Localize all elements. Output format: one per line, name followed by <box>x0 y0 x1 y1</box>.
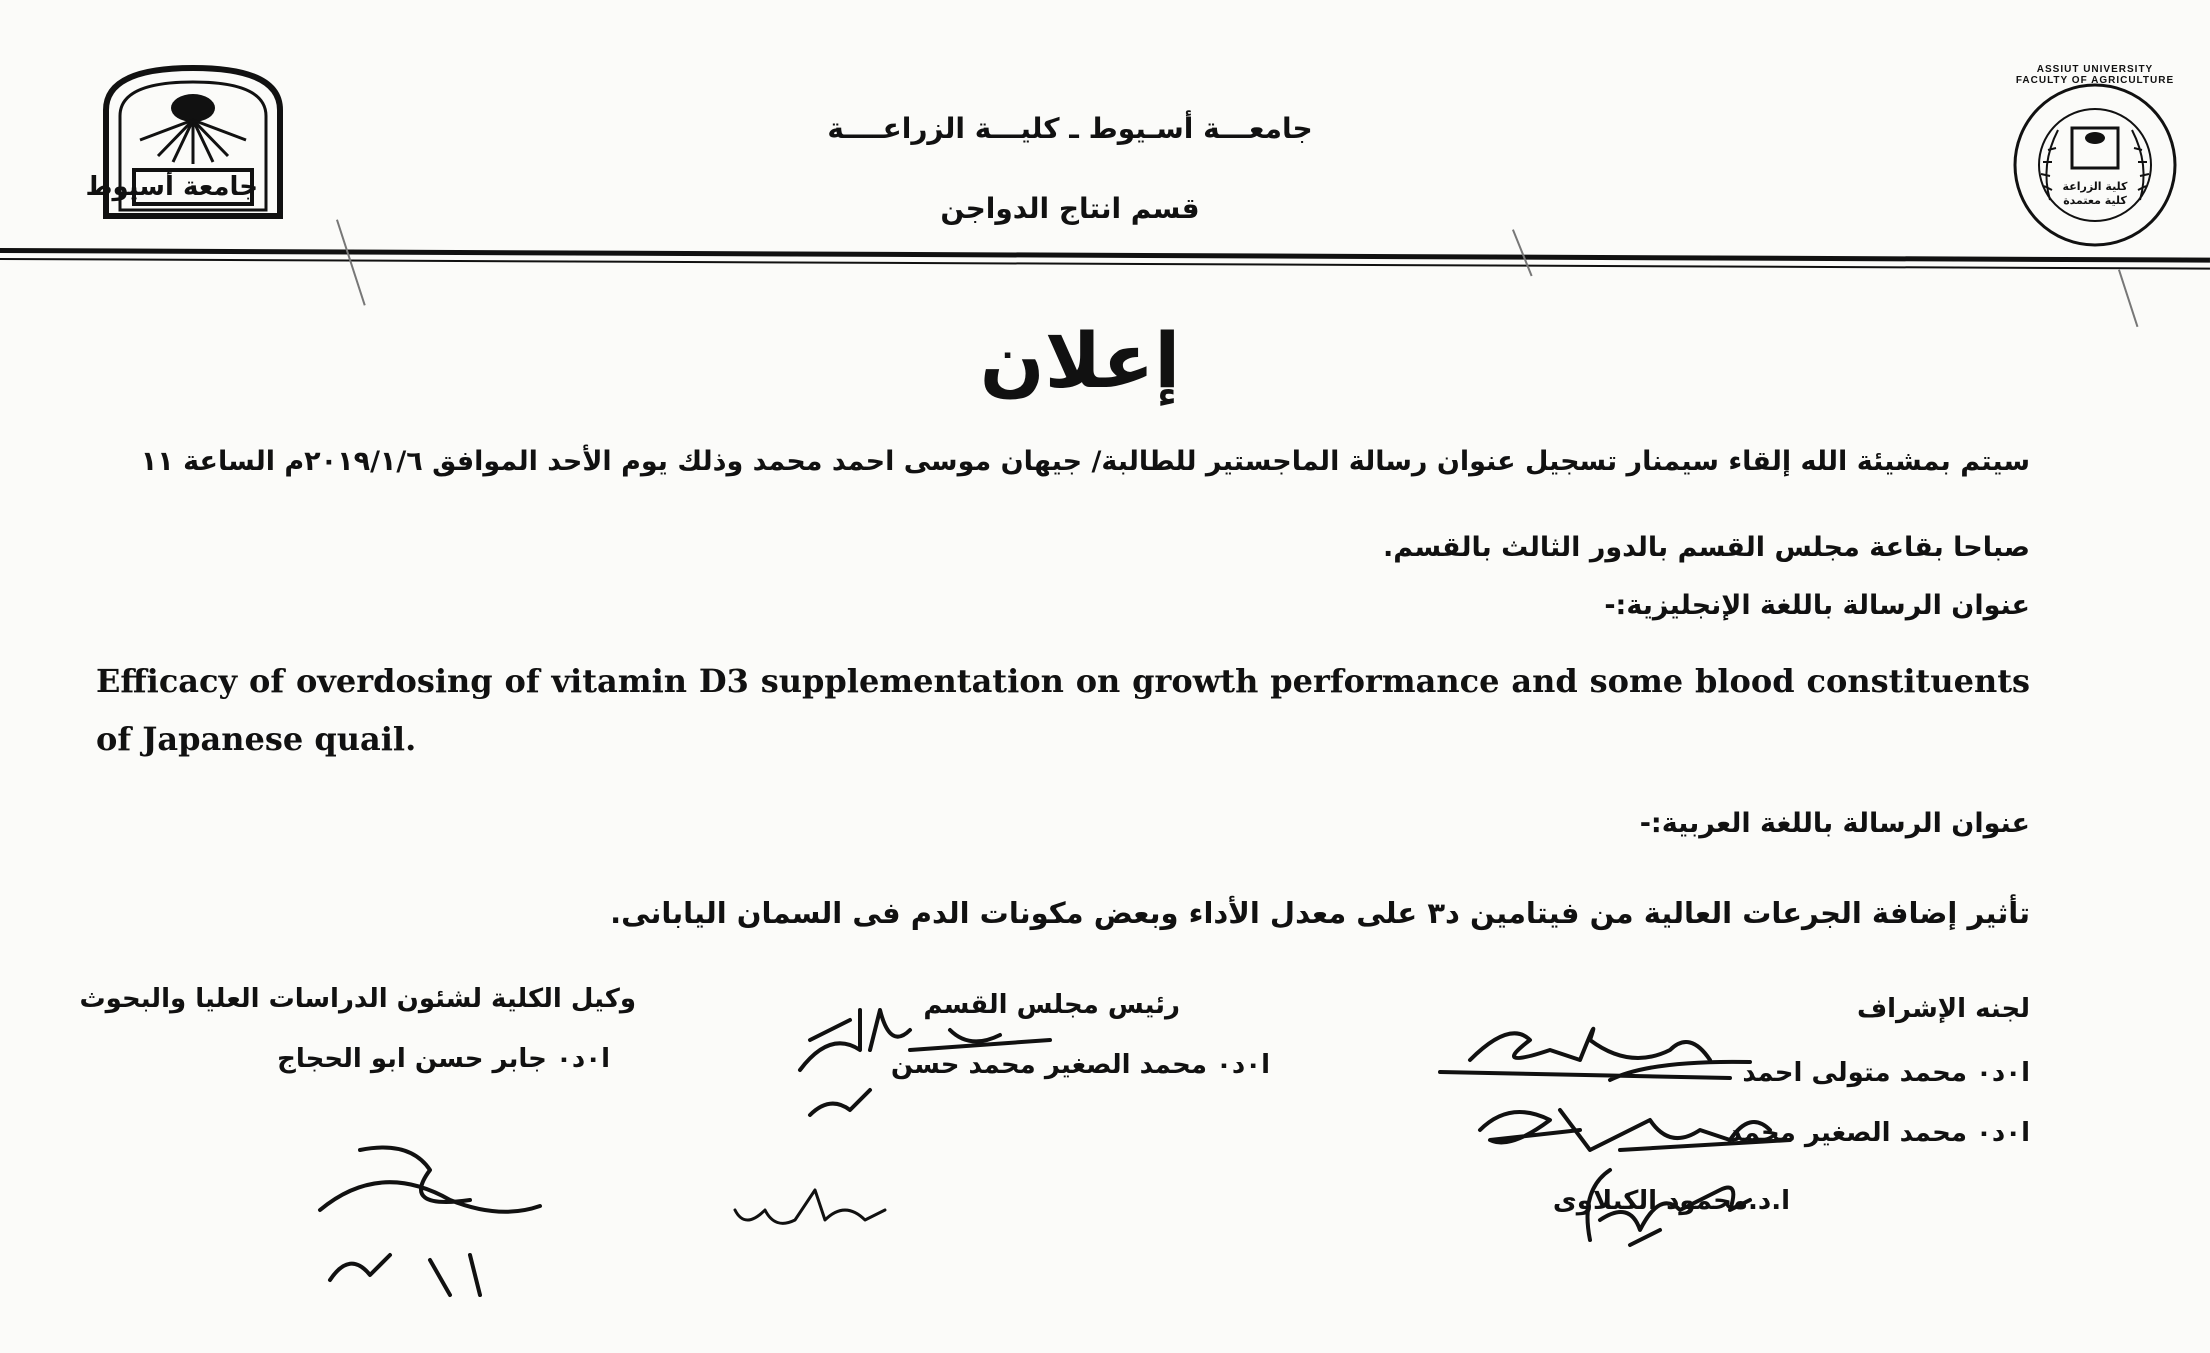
english-title-label: عنوان الرسالة باللغة الإنجليزية:- <box>1604 590 2030 621</box>
signature-vice-dean <box>300 1130 560 1300</box>
signature-head <box>790 990 1090 1120</box>
committee-heading: لجنه الإشراف <box>1856 994 2030 1024</box>
body-line-2: صباحا بقاعة مجلس القسم بالدور الثالث بالقسم. <box>1383 532 2030 563</box>
faculty-seal <box>2010 64 2180 250</box>
announcement-title: إعلان <box>979 316 1181 405</box>
university-logo <box>85 60 288 220</box>
body-line-1: سيتم بمشيئة الله إلقاء سيمنار تسجيل عنوان رسالة الماجستير للطالبة/ جيهان موسى احمد محمد وذلك يوم الأحد الموافق ٢٠١٩/١/٦م الساعة ١١ <box>140 446 2030 477</box>
committee-member: ا.د.محمود الكيلاوى <box>1552 1186 1790 1216</box>
committee-member: ا٠د٠ محمد متولى احمد <box>1742 1058 2030 1088</box>
university-name: جامعـــة أسـيوط ـ كليـــة الزراعــــة <box>827 112 1313 145</box>
logo-text: جامعة أسيوط <box>85 172 258 202</box>
signature-initial <box>725 1170 905 1240</box>
seal-inner-text: كلية الزراعة كلية معتمدة <box>2062 180 2128 207</box>
department-name: قسم انتاج الدواجن <box>940 192 1200 225</box>
vice-dean-heading: وكيل الكلية لشئون الدراسات العليا والبحوث <box>79 984 636 1014</box>
head-name: ا٠د٠ محمد الصغير محمد حسن <box>890 1050 1270 1080</box>
scan-mark <box>1512 229 1533 276</box>
committee-member: ا٠د٠ محمد الصغير محمد <box>1728 1118 2030 1148</box>
seal-icon <box>2010 80 2180 250</box>
english-thesis-title: Efficacy of overdosing of vitamin D3 supplementation on growth performance and some blood constituents of Japanese quail. <box>96 662 2030 758</box>
signature-committee-3 <box>1570 1150 1770 1260</box>
seal-ring-text: ASSIUT UNIVERSITY FACULTY OF AGRICULTURE <box>2015 64 2175 86</box>
vice-dean-name: ا٠د٠ جابر حسن ابو الحجاج <box>277 1044 610 1074</box>
head-heading: رئيس مجلس القسم <box>923 990 1180 1020</box>
arabic-thesis-title: تأثير إضافة الجرعات العالية من فيتامين د٣ على معدل الأداء وبعض مكونات الدم فى السمان اليابانى. <box>610 896 2030 930</box>
arabic-title-label: عنوان الرسالة باللغة العربية:- <box>1639 808 2030 839</box>
scan-mark <box>336 219 366 305</box>
scan-mark <box>2118 269 2138 327</box>
